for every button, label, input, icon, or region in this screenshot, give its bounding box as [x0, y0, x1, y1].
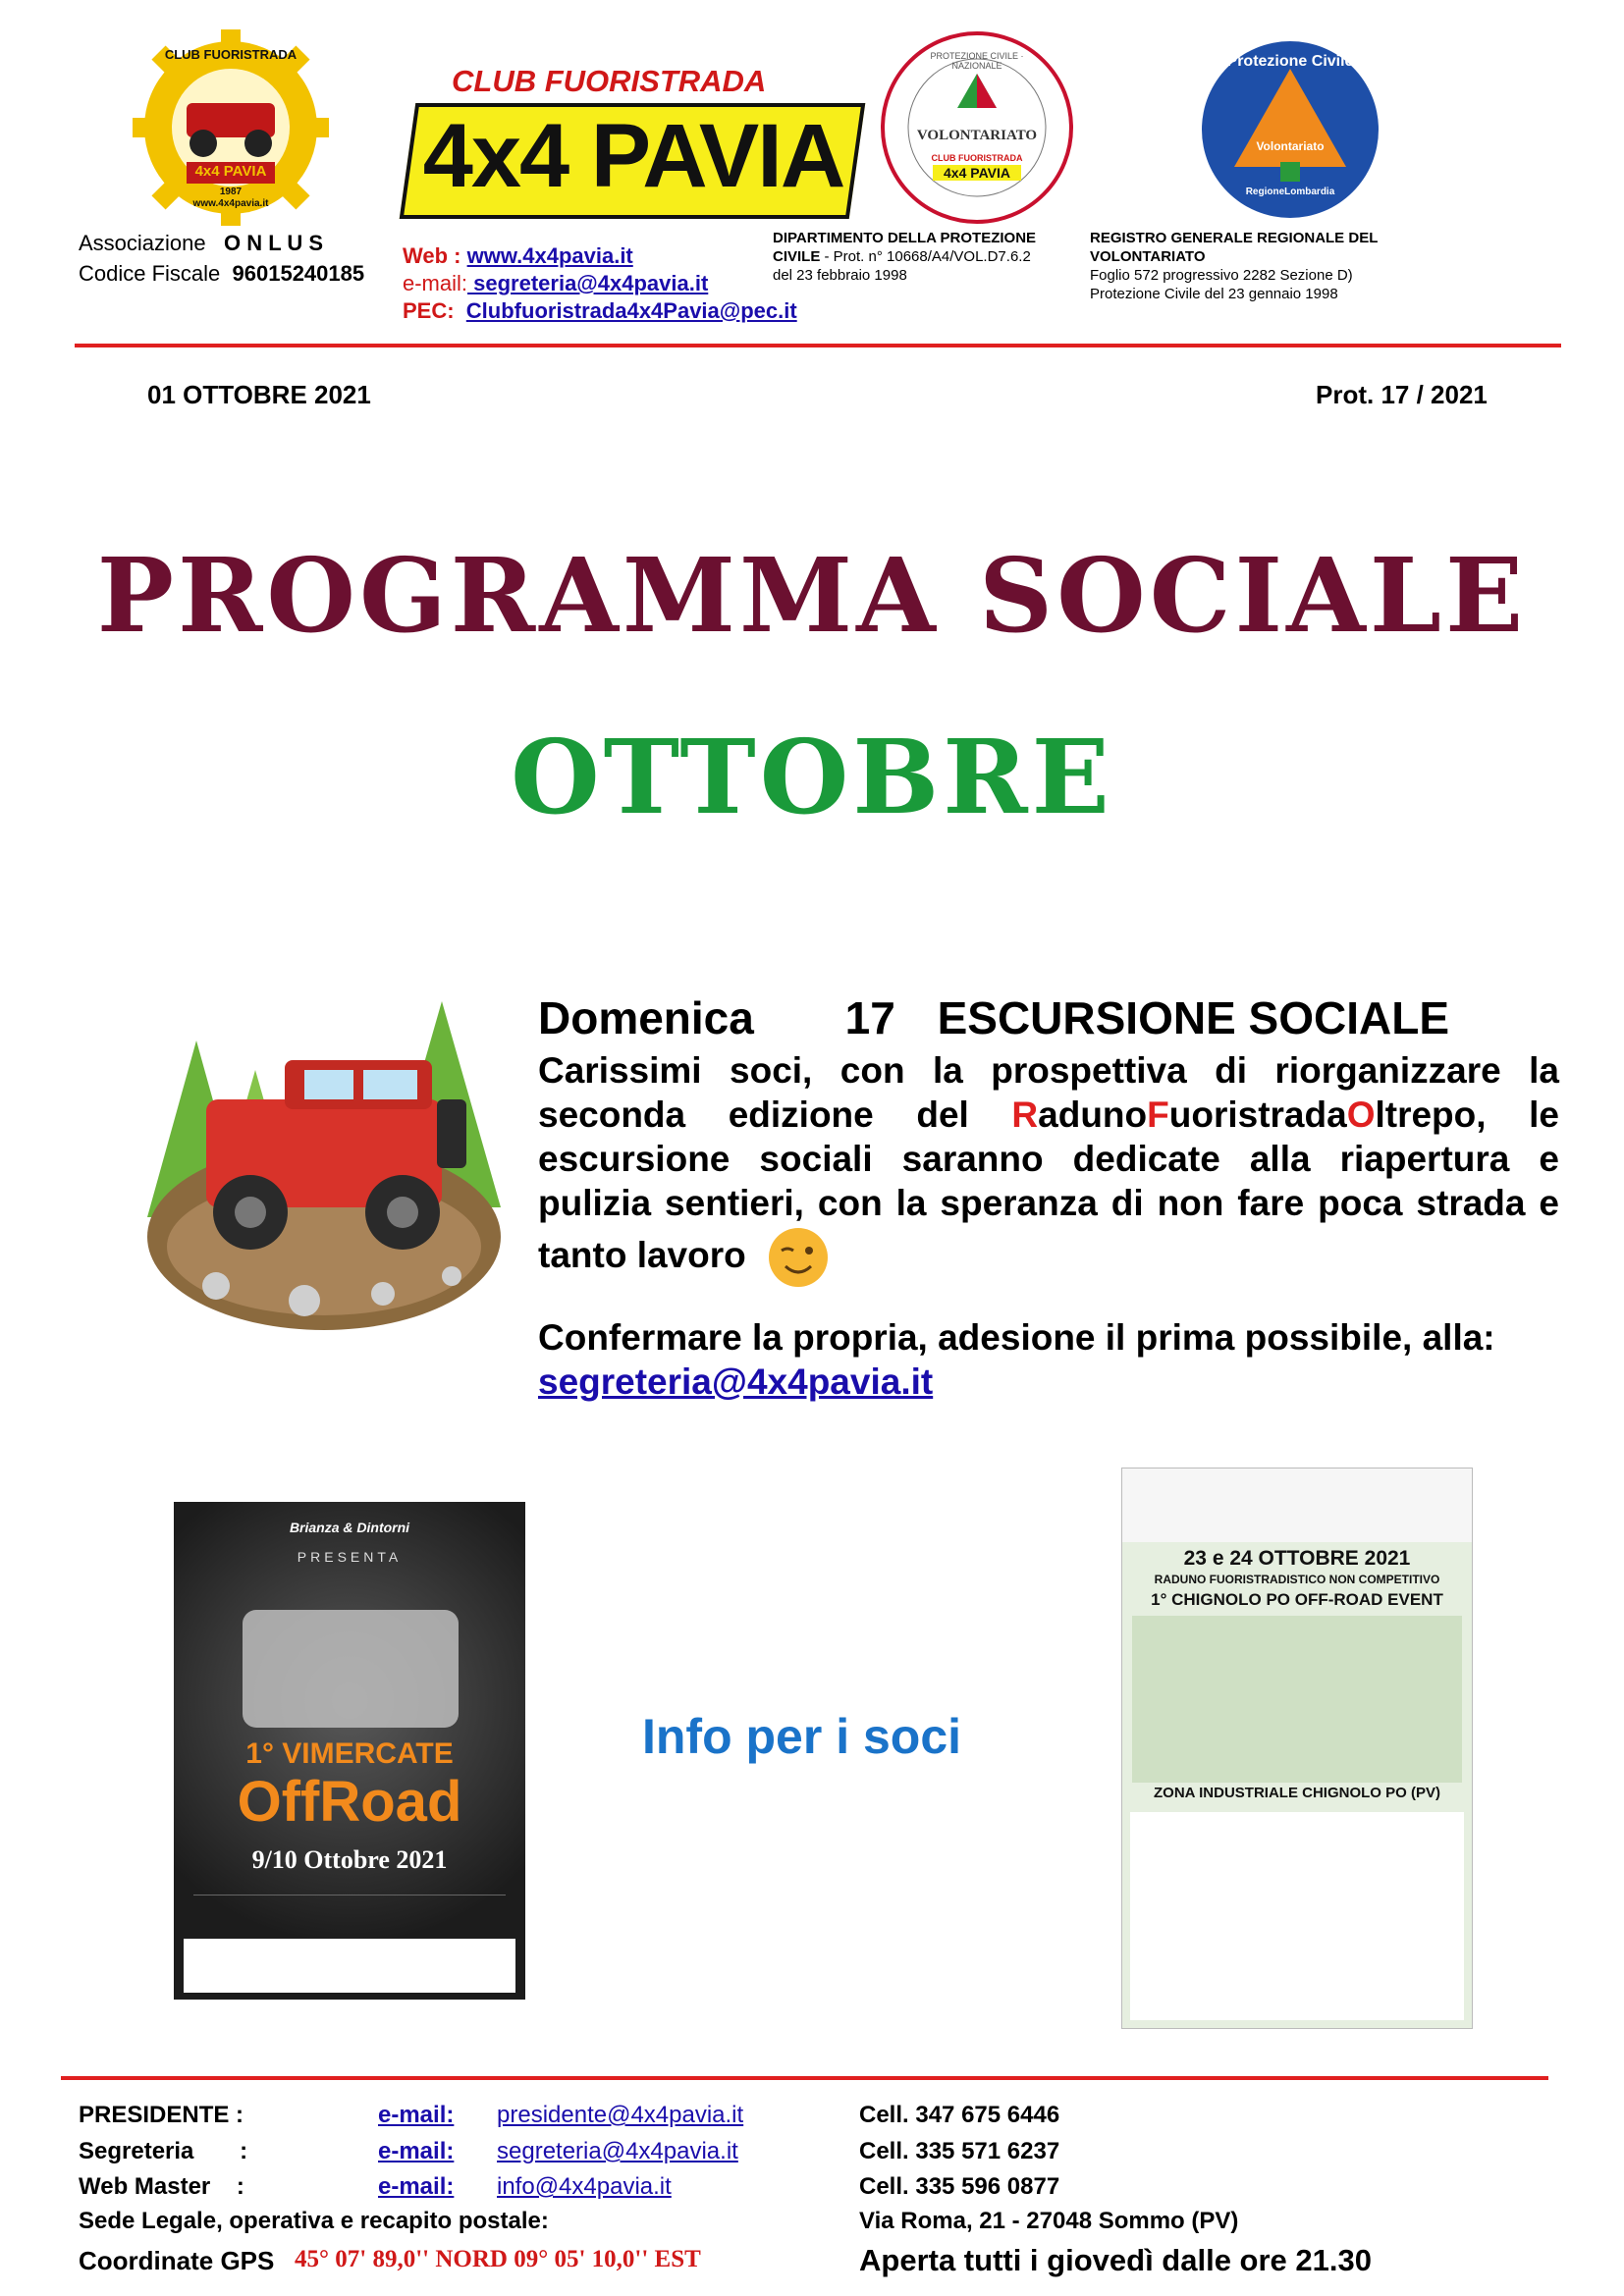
page-subtitle-month: OTTOBRE	[511, 717, 1113, 837]
logo1-top-text: CLUB FUORISTRADA	[164, 47, 298, 62]
logo2-top-text: CLUB FUORISTRADA	[452, 64, 767, 98]
footer-gps-label: Coordinate GPS	[79, 2246, 275, 2275]
logo4-bottom: RegioneLombardia	[1245, 187, 1335, 197]
footer-president-cell: Cell. 347 675 6446	[859, 2102, 1060, 2128]
logo3-sub1: CLUB FUORISTRADA	[931, 153, 1023, 163]
dept-line2a: CIVILE	[773, 248, 821, 265]
confirm-text: Confermare la propria, adesione il prima possibile, alla:	[538, 1317, 1495, 1358]
logo3-ring: PROTEZIONE CIVILE · NAZIONALE	[930, 51, 1024, 71]
reg-line3: Foglio 572 progressivo 2282 Sezione D)	[1090, 267, 1353, 284]
cf-value: 96015240185	[232, 261, 365, 286]
poster-right-sub2: 1° CHIGNOLO PO OFF-ROAD EVENT	[1151, 1590, 1443, 1609]
footer-address: Via Roma, 21 - 27048 Sommo (PV)	[859, 2208, 1239, 2234]
wink-emoji-icon	[766, 1225, 831, 1290]
vimercate-poster	[174, 1502, 525, 2000]
club-gear-logo	[133, 29, 329, 226]
volontariato-logo	[879, 29, 1075, 226]
event-desc-part1: Carissimi soci, con la prospettiva di riorganizzare la seconda edizione del	[538, 1050, 1559, 1135]
oltrepo-rest: ltrepo	[1375, 1095, 1477, 1135]
poster-right-date: 23 e 24 OTTOBRE 2021	[1183, 1547, 1411, 1570]
logo1-mid-text: 4x4 PAVIA	[194, 163, 267, 180]
pec-label: PEC:	[403, 298, 455, 323]
footer-president-label: PRESIDENTE :	[79, 2102, 244, 2128]
email-label: e-mail:	[403, 271, 468, 295]
footer-divider	[61, 2076, 1548, 2080]
poster-right-sub1: RADUNO FUORISTRADISTICO NON COMPETITIVO	[1154, 1573, 1440, 1586]
assoc-value: O N L U S	[223, 231, 324, 255]
raduno-initial-r: R	[1011, 1095, 1039, 1135]
pec-link[interactable]: Clubfuoristrada4x4Pavia@pec.it	[465, 298, 797, 323]
footer-webmaster-label: Web Master :	[79, 2173, 244, 2200]
dept-line2b: - Prot. n° 10668/A4/VOL.D7.6.2	[820, 248, 1031, 265]
logo1-url: www.4x4pavia.it	[192, 198, 269, 209]
protocol-number: Prot. 17 / 2021	[1316, 380, 1488, 409]
event-desc-part2: , le escursione sociali saranno dedicate alla riapertura e pulizia sentieri, con la speranza di non fare poca strada e tanto lavoro	[538, 1095, 1559, 1275]
club-4x4-pavia-logo	[403, 64, 854, 221]
footer-sede-label: Sede Legale, operativa e recapito postale:	[79, 2208, 549, 2234]
info-soci-label: Info per i soci	[642, 1709, 962, 1764]
reg-line1: REGISTRO GENERALE REGIONALE DEL	[1090, 230, 1379, 246]
dept-line3: del 23 febbraio 1998	[773, 267, 907, 284]
footer-webmaster-email-label[interactable]: e-mail:	[378, 2173, 455, 2200]
logo3-center: VOLONTARIATO	[916, 128, 1038, 143]
web-link[interactable]: www.4x4pavia.it	[466, 243, 633, 268]
logo3-sub2: 4x4 PAVIA	[933, 165, 1021, 181]
contact-info	[403, 242, 797, 325]
footer-president-email-label[interactable]: e-mail:	[378, 2102, 455, 2128]
footer-secretary-label: Segreteria :	[79, 2138, 248, 2164]
fuoristrada-rest: uoristrada	[1168, 1095, 1347, 1135]
association-info	[79, 228, 364, 289]
reg-line4: Protezione Civile del 23 gennaio 1998	[1090, 286, 1338, 302]
poster-left-title1: 1° VIMERCATE	[245, 1737, 454, 1770]
email-link[interactable]: segreteria@4x4pavia.it	[467, 271, 709, 295]
confirm-email-link[interactable]: segreteria@4x4pavia.it	[538, 1362, 934, 1402]
offroad-illustration	[137, 982, 511, 1335]
poster-left-top2: PRESENTA	[297, 1549, 403, 1565]
cf-label: Codice Fiscale	[79, 261, 221, 286]
raduno-initial-f: F	[1147, 1095, 1169, 1135]
logo1-year: 1987	[219, 187, 243, 197]
event-title: ESCURSIONE SOCIALE	[937, 992, 1450, 1043]
footer-secretary-cell: Cell. 335 571 6237	[859, 2138, 1060, 2164]
event-heading	[538, 991, 1559, 1044]
dept-line1: DIPARTIMENTO DELLA PROTEZIONE	[773, 230, 1037, 246]
footer-webmaster-email[interactable]: info@4x4pavia.it	[497, 2173, 672, 2200]
logo4-center: Volontariato	[1256, 139, 1325, 153]
protezione-civile-lombardia-logo	[1200, 39, 1381, 221]
event-day: Domenica	[538, 992, 754, 1043]
assoc-label: Associazione	[79, 231, 206, 255]
poster-right-zone: ZONA INDUSTRIALE CHIGNOLO PO (PV)	[1154, 1785, 1440, 1801]
footer-webmaster-cell: Cell. 335 596 0877	[859, 2173, 1060, 2200]
footer-secretary-email[interactable]: segreteria@4x4pavia.it	[497, 2138, 738, 2164]
chignolo-poster	[1121, 1468, 1473, 2029]
reg-line2: VOLONTARIATO	[1090, 248, 1206, 265]
dept-info	[773, 229, 1077, 285]
document-date: 01 OTTOBRE 2021	[147, 380, 371, 409]
footer-secretary-email-label[interactable]: e-mail:	[378, 2138, 455, 2164]
poster-left-top1: Brianza & Dintorni	[289, 1520, 410, 1535]
poster-left-date: 9/10 Ottobre 2021	[251, 1845, 448, 1874]
footer-gps-value: 45° 07' 89,0'' NORD 09° 05' 10,0'' EST	[295, 2246, 701, 2272]
logo2-main-text: 4x4 PAVIA	[422, 106, 844, 206]
event-description	[538, 1048, 1559, 1290]
raduno-rest: aduno	[1038, 1095, 1148, 1135]
logo4-top: Protezione Civile	[1226, 53, 1354, 70]
poster-left-title2: OffRoad	[237, 1770, 462, 1834]
footer-president-email[interactable]: presidente@4x4pavia.it	[497, 2102, 744, 2128]
footer-opening-hours: Aperta tutti i giovedì dalle ore 21.30	[859, 2243, 1372, 2277]
raduno-initial-o: O	[1346, 1095, 1376, 1135]
header-divider	[75, 344, 1561, 347]
registry-info	[1090, 229, 1483, 303]
web-label: Web :	[403, 243, 461, 268]
page-title: PROGRAMMA SOCIALE	[96, 535, 1528, 656]
event-day-number: 17	[844, 992, 895, 1043]
